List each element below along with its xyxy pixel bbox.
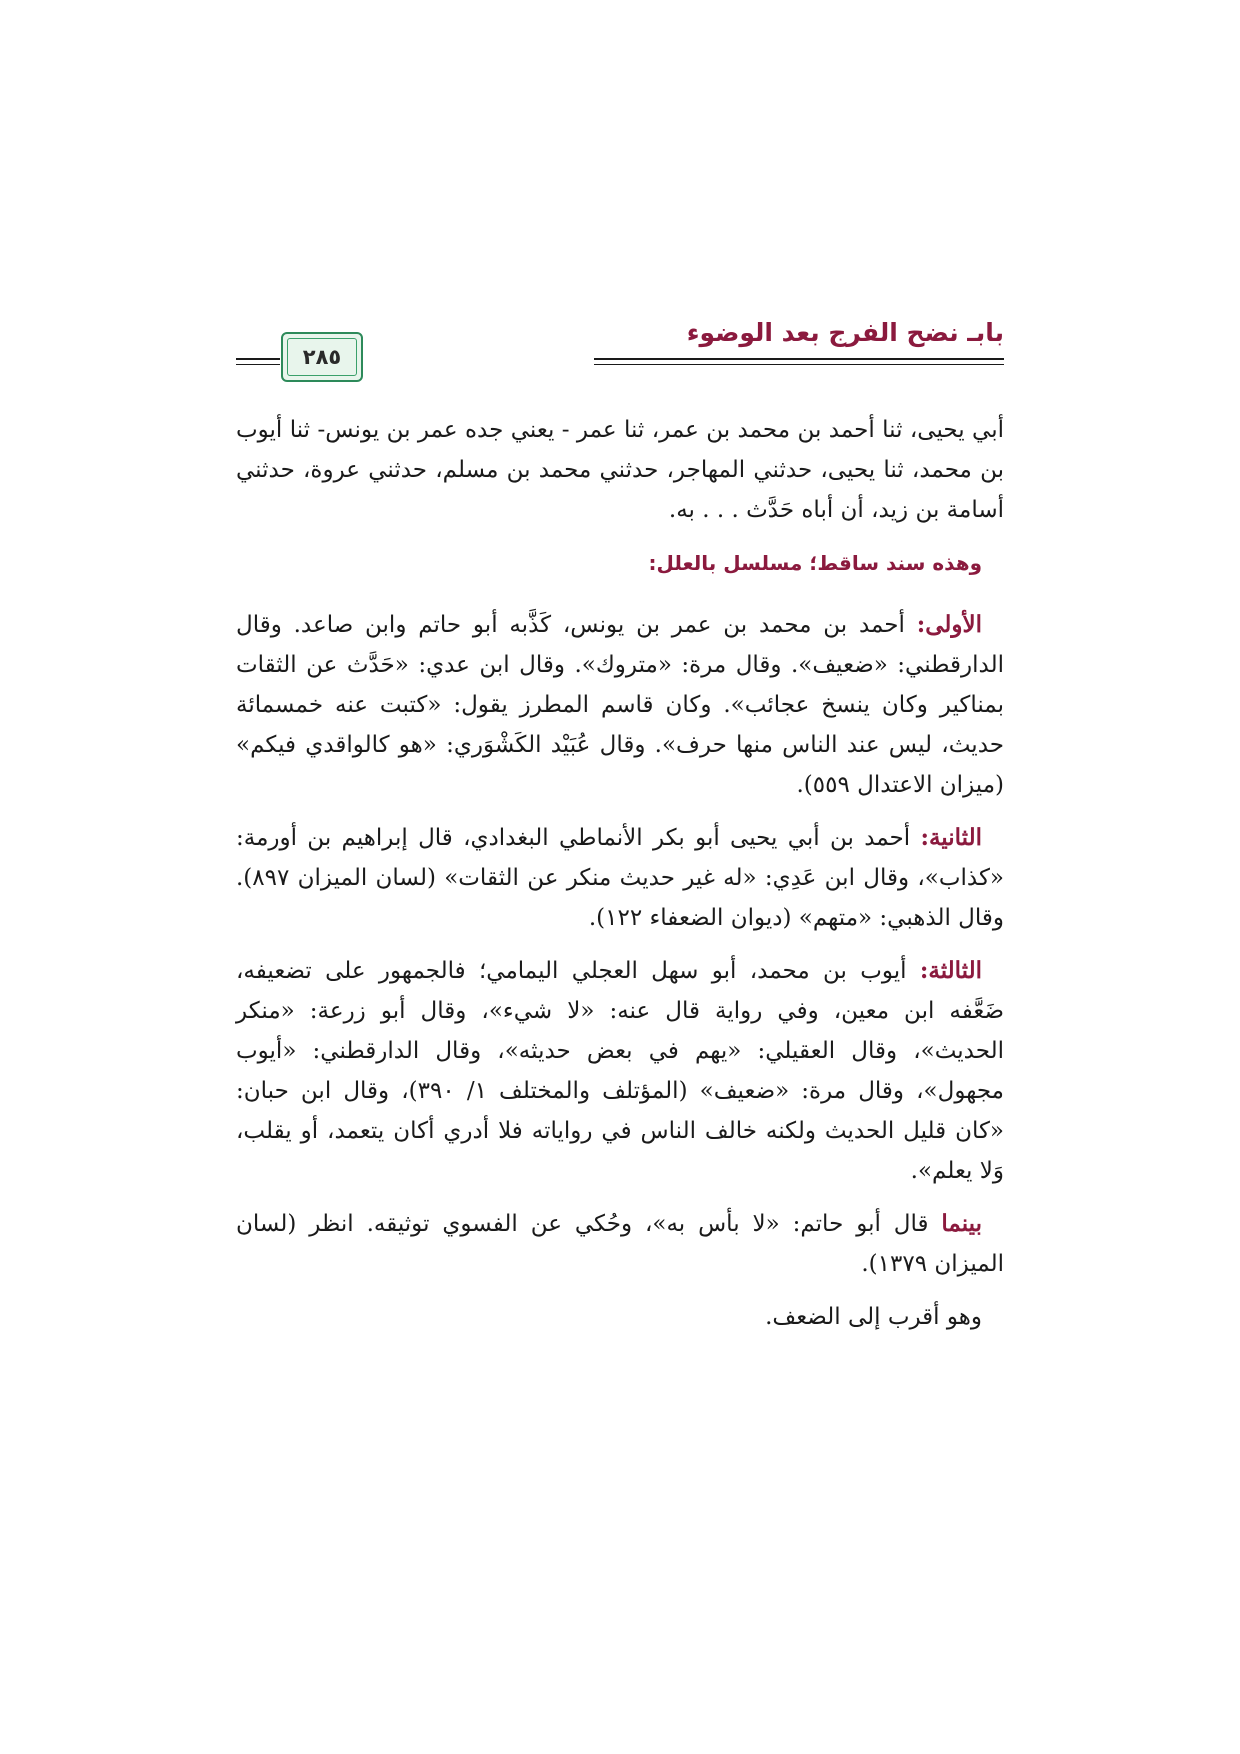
page-body	[236, 410, 1004, 1350]
whereas-text: قال أبو حاتم: «لا بأس به»، وحُكي عن الفسوي توثيقه. انظر (لسان الميزان ١٣٧٩).	[236, 1211, 1004, 1277]
first-defect-paragraph	[236, 605, 1004, 805]
second-defect-paragraph	[236, 818, 1004, 938]
page-number-badge	[281, 332, 363, 382]
page-header	[236, 318, 1004, 388]
page-number: ٢٨٥	[302, 345, 342, 369]
third-defect-text: أيوب بن محمد، أبو سهل العجلي اليمامي؛ فالجمهور على تضعيفه، ضَعَّفه ابن معين، وفي رواية قال عنه: «لا شيء»، وقال أبو زرعة: «منكر الحديث»، وقال العقيلي: «يهم في بعض حديثه»، وقال الدارقطني: «أيوب مجهول»، وقال مرة: «ضعيف» (المؤتلف والمختلف ١/ ٣٩٠)، وقال ابن حبان: «كان قليل الحديث ولكنه خالف الناس في رواياته فلا أدري أكان يتعمد، أو يقلب، وَلا يعلم».	[236, 958, 1004, 1184]
third-defect-paragraph	[236, 951, 1004, 1191]
conclusion-paragraph: وهو أقرب إلى الضعف.	[765, 1304, 982, 1330]
first-defect-text: أحمد بن محمد بن عمر بن يونس، كَذَّبه أبو حاتم وابن صاعد. وقال الدارقطني: «ضعيف». وقال مرة: «متروك». وقال ابن عدي: «حَدَّث عن الثقات بمناكير وكان ينسخ عجائب». وكان قاسم المطرز يقول: «كتبت عنه خمسمائة حديث، ليس عند الناس منها حرف». وقال عُبَيْد الكَشْوَري: «هو كالواقدي فيكم» (ميزان الاعتدال ٥٥٩).	[236, 612, 1004, 798]
header-rule	[236, 364, 280, 365]
second-defect-label: الثانية:	[920, 824, 982, 851]
isnad-paragraph: أبي يحيى، ثنا أحمد بن محمد بن عمر، ثنا عمر - يعني جده عمر بن يونس- ثنا أيوب بن محمد، ثنا يحيى، حدثني المهاجر، حدثني محمد بن مسلم، حدثني عروة، حدثني أسامة بن زيد، أن أباه حَدَّث . . . به.	[236, 417, 1004, 523]
section-heading: وهذه سند ساقط؛ مسلسل بالعلل:	[648, 551, 982, 575]
third-defect-label: الثالثة:	[919, 957, 982, 984]
header-rule	[594, 358, 1004, 360]
whereas-label: بينما	[941, 1210, 982, 1237]
header-rule	[594, 364, 1004, 365]
chapter-title: بابـ نضح الفرج بعد الوضوء	[686, 318, 1004, 347]
whereas-paragraph	[236, 1204, 1004, 1284]
second-defect-text: أحمد بن أبي يحيى أبو بكر الأنماطي البغدادي، قال إبراهيم بن أورمة: «كذاب»، وقال ابن عَدِي: «له غير حديث منكر عن الثقات» (لسان الميزان ٨٩٧). وقال الذهبي: «متهم» (ديوان الضعفاء ١٢٢).	[236, 825, 1004, 931]
header-rule	[236, 358, 280, 360]
first-defect-label: الأولى:	[916, 611, 982, 638]
